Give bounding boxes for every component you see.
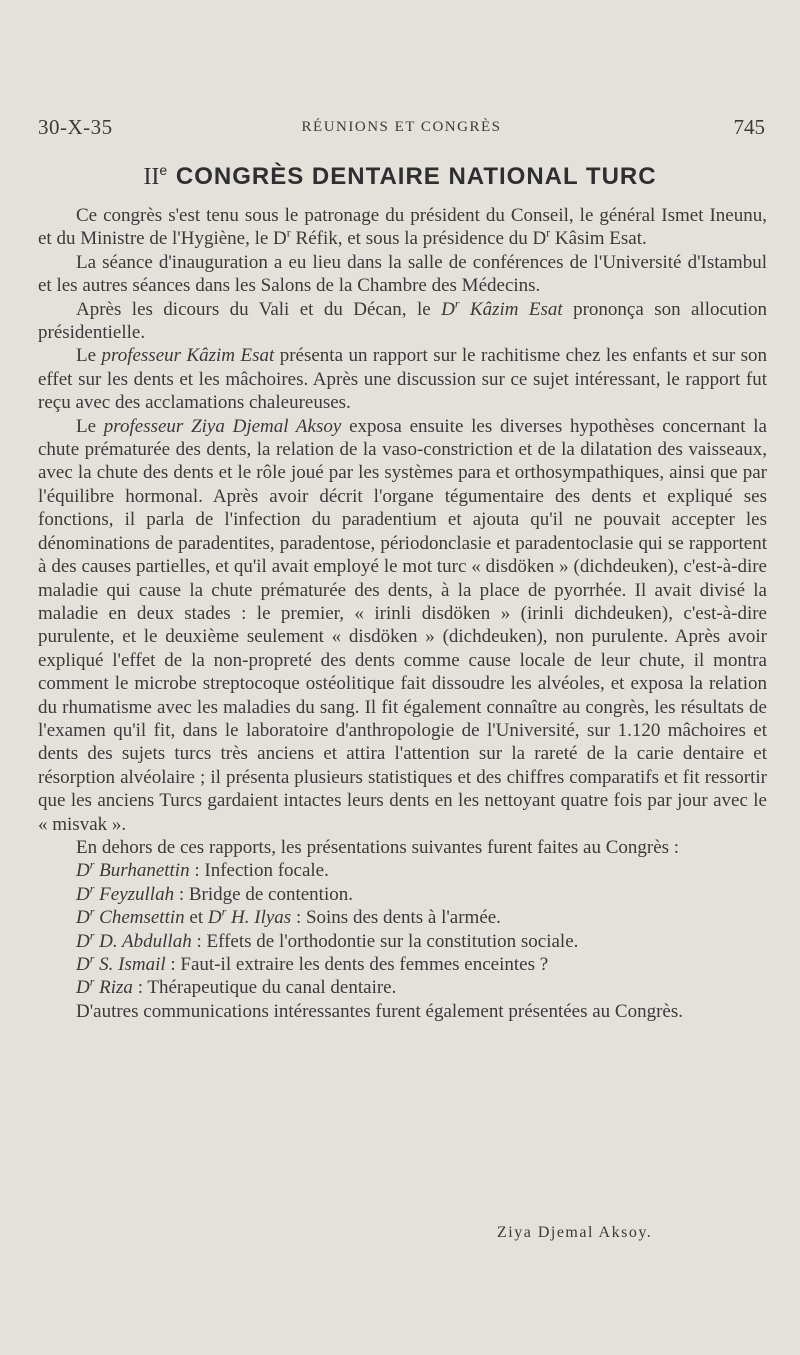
presentation-item [38, 859, 767, 882]
presentation-topic: : Thérapeutique du canal dentaire. [132, 977, 397, 999]
doctor-name [207, 904, 292, 929]
presentation-item [38, 883, 767, 906]
text-run: Réfik, et sous la présidence du D [290, 228, 547, 250]
paragraph-inauguration: La séance d'inauguration a eu lieu dans la salle de conférences de l'Université d'Istambul et les autres séances dans les Salons de la Chambre des Médecins. [38, 251, 767, 297]
presentation-topic: : Faut-il extraire les dents des femmes enceintes ? [165, 954, 549, 975]
presentation-topic: : Soins des dents à l'armée. [291, 907, 501, 929]
speaker-name: professeur Ziya Djemal Aksoy [103, 415, 342, 437]
presentation-topic: : Effets de l'orthodontie sur la constitution sociale. [191, 930, 579, 952]
superscript: r [546, 226, 551, 241]
text-run: D [76, 954, 90, 975]
text-run: Après les dicours du Vali et du Décan, le [76, 298, 442, 320]
title-ordinal: II [143, 164, 160, 190]
paragraph-patronage [38, 204, 767, 251]
superscript: r [89, 858, 95, 873]
paragraph-rachitisme [38, 344, 767, 414]
presentation-topic: : Bridge de contention. [174, 883, 353, 905]
doctor-name [76, 951, 166, 975]
doctor-name [441, 296, 563, 320]
text-run: Kâzim Esat [459, 298, 563, 320]
text-run: Ce congrès s'est tenu sous le patronage du président du Conseil, le général Ismet Ineunu, et du Ministre de l'Hygiène, le D [38, 205, 767, 250]
text-run: Le [76, 345, 102, 367]
superscript: r [89, 881, 95, 896]
article-title [0, 160, 800, 194]
presentation-item [38, 976, 767, 999]
presentation-topic: : Infection focale. [189, 860, 329, 882]
superscript: r [89, 904, 95, 919]
text-run: D [441, 298, 455, 320]
article-body [38, 204, 767, 1023]
paragraph-allocution [38, 298, 767, 345]
text-run: prononça son allocution présidentielle. [38, 298, 767, 344]
text-run: D [76, 930, 90, 952]
author-name: Ziya Djemal Aksoy. [497, 1224, 653, 1241]
text-run: S. Ismail [99, 954, 166, 975]
text-run: Chemsettin [99, 907, 185, 929]
paragraph-closing: D'autres communications intéressantes furent également présentées au Congrès. [76, 1000, 683, 1022]
superscript: r [89, 951, 95, 966]
text-run: D [76, 977, 90, 999]
text-run: et [184, 907, 208, 929]
text-run: présenta un rapport sur le rachitisme chez les enfants et sur son effet sur les dents et les mâchoires. Après une discussion sur ce sujet intéressant, le rapport fut reçu avec des acclamations chaleureuses. [38, 345, 767, 414]
presentation-item [38, 906, 767, 929]
text-run: Le [76, 415, 104, 437]
presentation-item [38, 930, 767, 953]
author-signature [497, 1224, 652, 1242]
title-ordinal-superscript: e [159, 162, 169, 178]
text-run: Riza [99, 977, 133, 999]
page-number: 745 [733, 115, 765, 139]
doctor-name [76, 860, 190, 881]
text-run: D [207, 907, 222, 929]
superscript: r [454, 296, 460, 311]
doctor-name [76, 904, 185, 929]
text-run: Kâsim Esat. [550, 228, 647, 250]
running-head [38, 112, 765, 142]
doctor-name [76, 977, 133, 998]
paragraph-aksoy-report [38, 415, 767, 836]
speaker-name: professeur Kâzim Esat [101, 345, 275, 367]
text-run: Feyzullah [99, 883, 175, 905]
superscript: r [89, 975, 95, 990]
text-run: exposa ensuite les diverses hypothèses concernant la chute prématurée des dents, la relation de la vaso-constriction et de la dilatation des vaisseaux, avec la chute des dents et le rôle joué par les systèmes para et orthosympathiques, ainsi que par l'équilibre hormonal. Après avoir décrit l'organe tégumentaire des dents et expliqué ses fonctions, il parla de l'infection du paradentium et ajouta qu'il ne pouvait accepter les dénominations de paradentites, paradentose, périodonclasie et paradentoclasie qui se rapportent à des causes partielles, et qu'il avait employé le mot turc « disdöken » (dichdeuken), c'est-à-dire maladie qui cause la chute prématurée des dents, à la place de pyorrhée. Il avait divisé la maladie en deux stades : le premier, « irinli disdöken » (irinli dichdeuken), c'est-à-dire purulente, et le deuxième seulement « disdöken » (dichdeuken), non purulente. Après avoir expliqué l'effet de la non-propreté des dents comme cause locale de leur chute, il montra comment le microbe streptocoque ostéolitique fait dissoudre les alvéoles, et exposa la relation du rhumatisme avec les maladies du sang. Il fit également connaître au congrès, les résultats de l'examen qu'il fit, dans le laboratoire d'anthropologie de l'Université, sur 1.120 mâchoires et dents des sujets turcs très anciens et attira l'attention sur la rareté de la carie dentaire et résorption alvéolaire ; il présenta plusieurs statistiques et des chiffres comparatifs et fit ressortir que les anciens Turcs gardaient intactes leurs dents en les nettoyant quatre fois par jour avec le « misvak ». [38, 415, 767, 835]
text-run: D [76, 860, 90, 882]
text-run: H. Ilyas [231, 907, 292, 929]
title-text: CONGRÈS DENTAIRE NATIONAL TURC [175, 163, 657, 190]
superscript: r [286, 226, 291, 241]
doctor-name [76, 928, 192, 952]
superscript: r [89, 928, 95, 943]
paragraph-presentations-intro: En dehors de ces rapports, les présentations suivantes furent faites au Congrès : [76, 836, 680, 858]
section-title: RÉUNIONS ET CONGRÈS [301, 119, 502, 135]
text-run: D [76, 883, 90, 905]
text-run: D [76, 907, 90, 929]
text-run: Burhanettin [99, 860, 190, 882]
issue-date: 30-X-35 [38, 115, 113, 139]
doctor-name [76, 881, 175, 905]
presentation-item [38, 953, 767, 976]
superscript: r [221, 904, 227, 919]
text-run: D. Abdullah [99, 930, 192, 952]
